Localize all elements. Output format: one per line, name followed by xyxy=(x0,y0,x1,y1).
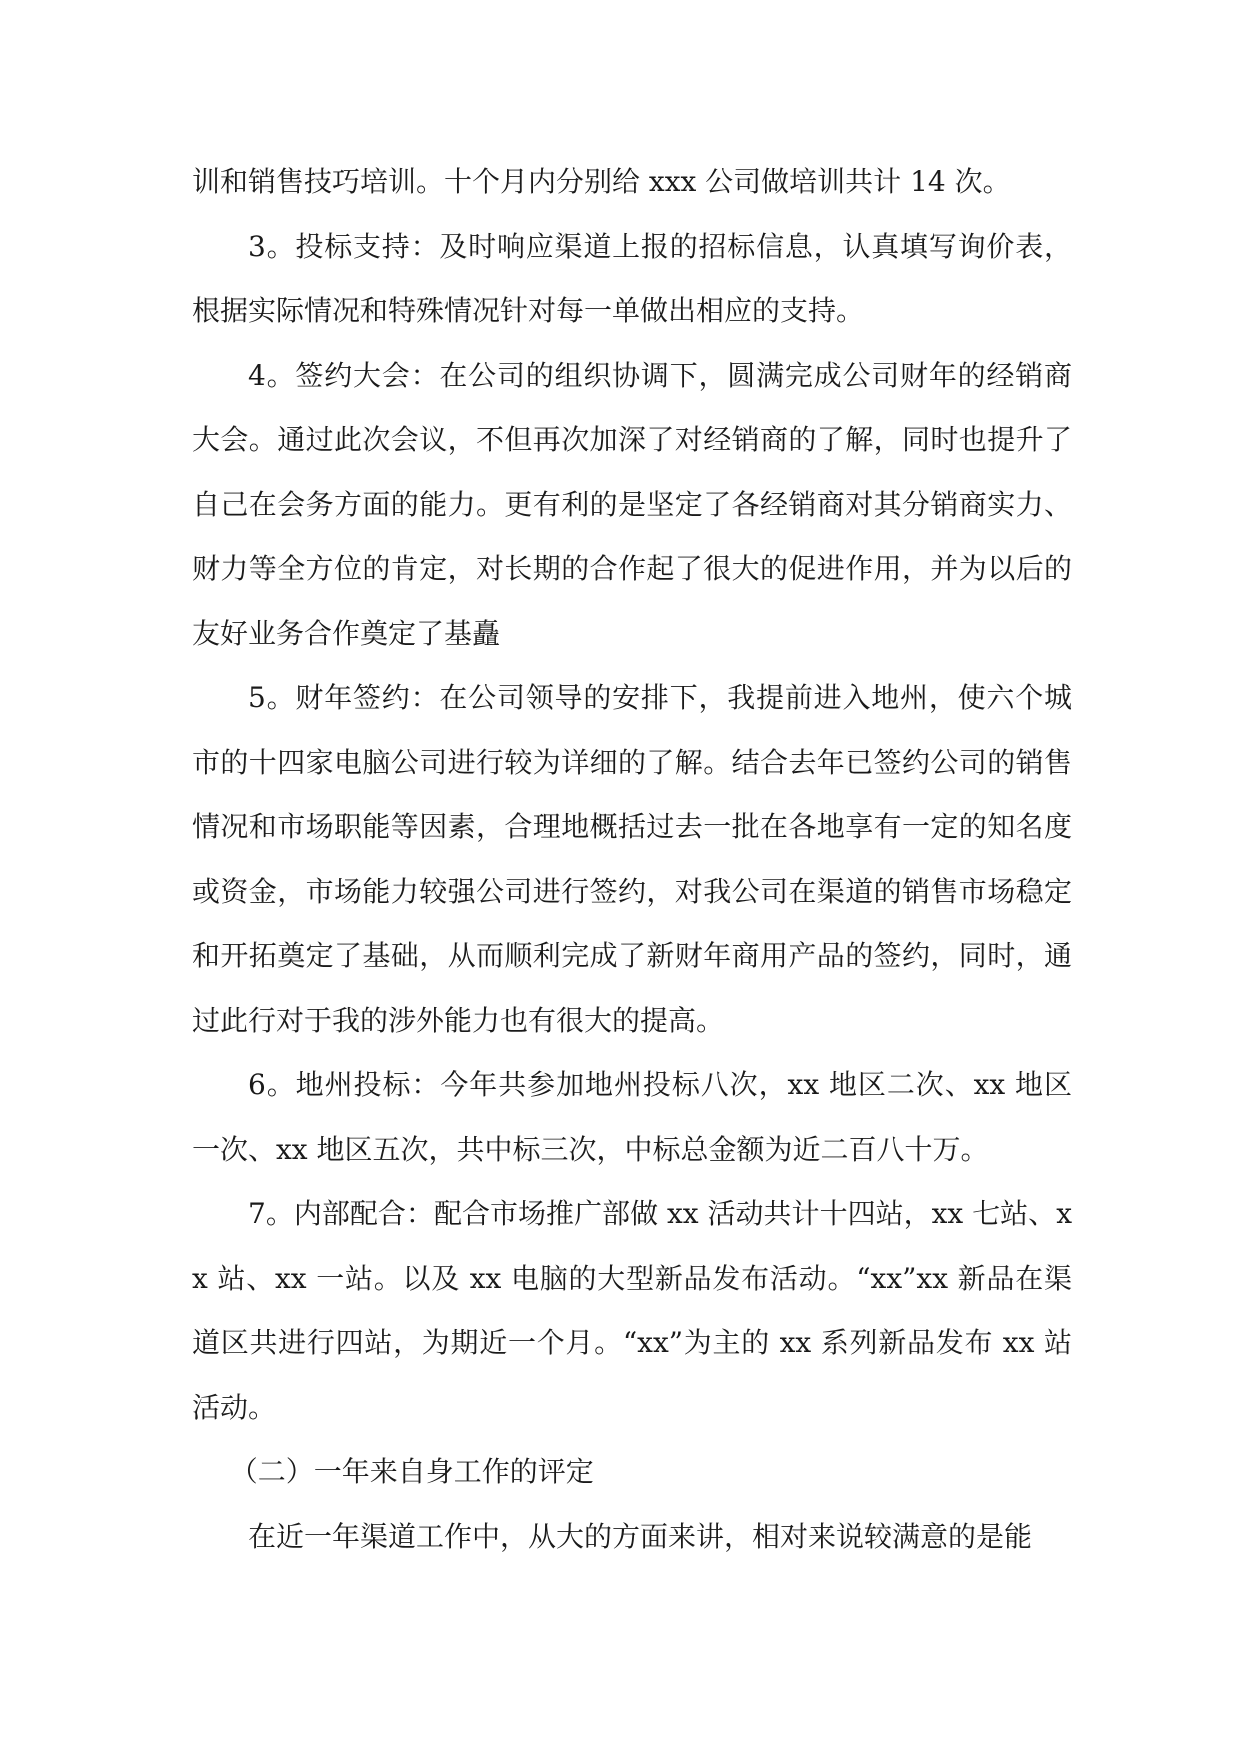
body-paragraph: 7。内部配合：配合市场推广部做 xx 活动共计十四站，xx 七站、xx 站、xx 一站。以及 xx 电脑的大型新品发布活动。“xx”xx 新品在渠道区共进行四站，为期近一个月。“xx”为主的 xx 系列新品发布 xx 站活动。 xyxy=(192,1197,1072,1424)
body-paragraph: 5。财年签约：在公司领导的安排下，我提前进入地州，使六个城市的十四家电脑公司进行较为详细的了解。结合去年已签约公司的销售情况和市场职能等因素，合理地概括过去一批在各地享有一定的知名度或资金，市场能力较强公司进行签约，对我公司在渠道的销售市场稳定和开拓奠定了基础，从而顺利完成了新财年商用产品的签约，同时，通过此行对于我的涉外能力也有很大的提高。 xyxy=(192,681,1072,1037)
body-paragraph: 在近一年渠道工作中，从大的方面来讲，相对来说较满意的是能 xyxy=(248,1519,1033,1553)
body-paragraph: 训和销售技巧培训。十个月内分别给 xxx 公司做培训共计 14 次。 xyxy=(192,165,1011,198)
body-paragraph: 4。签约大会：在公司的组织协调下，圆满完成公司财年的经销商大会。通过此次会议，不但再次加深了对经销商的了解，同时也提升了自己在会务方面的能力。更有利的是坚定了各经销商对其分销商实力、财力等全方位的肯定，对长期的合作起了很大的促进作用，并为以后的友好业务合作奠定了基矗 xyxy=(192,358,1072,650)
section-heading: （二）一年来自身工作的评定 xyxy=(229,1455,594,1488)
body-paragraph: 6。地州投标：今年共参加地州投标八次，xx 地区二次、xx 地区一次、xx 地区五次，共中标三次，中标总金额为近二百八十万。 xyxy=(192,1068,1072,1166)
body-paragraph: 3。投标支持：及时响应渠道上报的招标信息，认真填写询价表，根据实际情况和特殊情况针对每一单做出相应的支持。 xyxy=(192,229,1072,327)
document-body xyxy=(192,150,1072,1569)
